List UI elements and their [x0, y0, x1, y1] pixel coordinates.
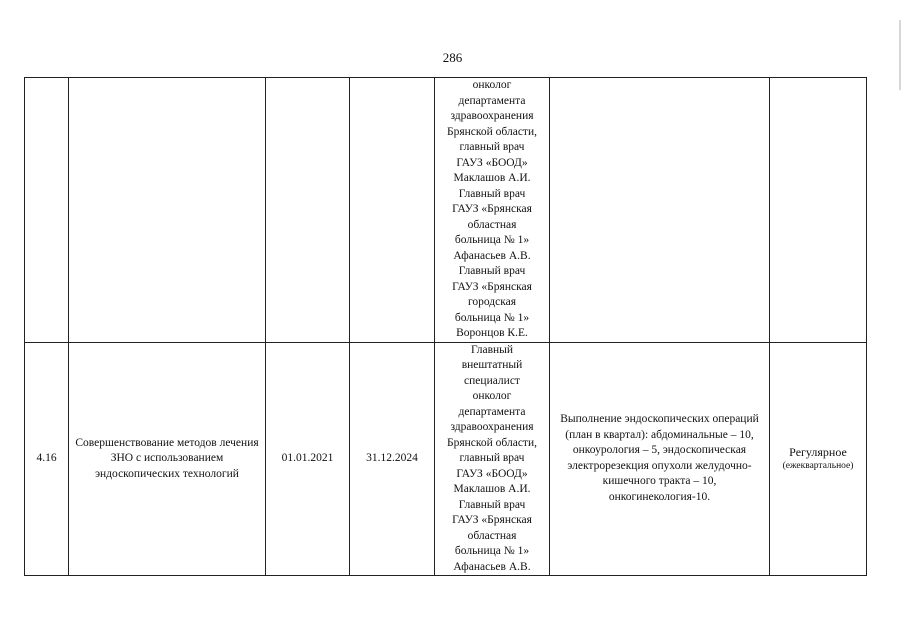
cell-start-date	[266, 78, 350, 343]
cell-result: Выполнение эндоскопических операций (план в квартал): абдоминальные – 10, онкоурология – 5, эндоскопическая электрорезекция опухоли желудочно-кишечного тракта – 10, онкогинекология-10.	[550, 342, 770, 576]
cell-end-date	[350, 78, 435, 343]
cell-responsible: онколог департамента здравоохранения Брянской области, главный врач ГАУЗ «БООД» Маклашов А.И. Главный врач ГАУЗ «Брянская областная больница № 1» Афанасьев А.В. Главный врач ГАУЗ «Брянская городская больница № 1» Воронцов К.Е.	[435, 78, 550, 343]
cell-activity: Совершенствование методов лечения ЗНО с использованием эндоскопических технологий	[69, 342, 266, 576]
table-row	[25, 78, 867, 343]
table-row	[25, 342, 867, 576]
cell-number	[25, 78, 69, 343]
cell-number: 4.16	[25, 342, 69, 576]
cell-frequency	[770, 78, 867, 343]
cell-result	[550, 78, 770, 343]
cell-end-date: 31.12.2024	[350, 342, 435, 576]
activity-table	[24, 77, 867, 576]
cell-activity	[69, 78, 266, 343]
cell-responsible: Главный внештатный специалист онколог департамента здравоохранения Брянской области, главный врач ГАУЗ «БООД» Маклашов А.И. Главный врач ГАУЗ «Брянская областная больница № 1» Афанасьев А.В.	[435, 342, 550, 576]
cell-start-date: 01.01.2021	[266, 342, 350, 576]
page-number: 286	[442, 50, 463, 65]
scan-edge-mark	[899, 20, 901, 90]
cell-frequency: Регулярное (ежеквартальное)	[770, 342, 867, 576]
